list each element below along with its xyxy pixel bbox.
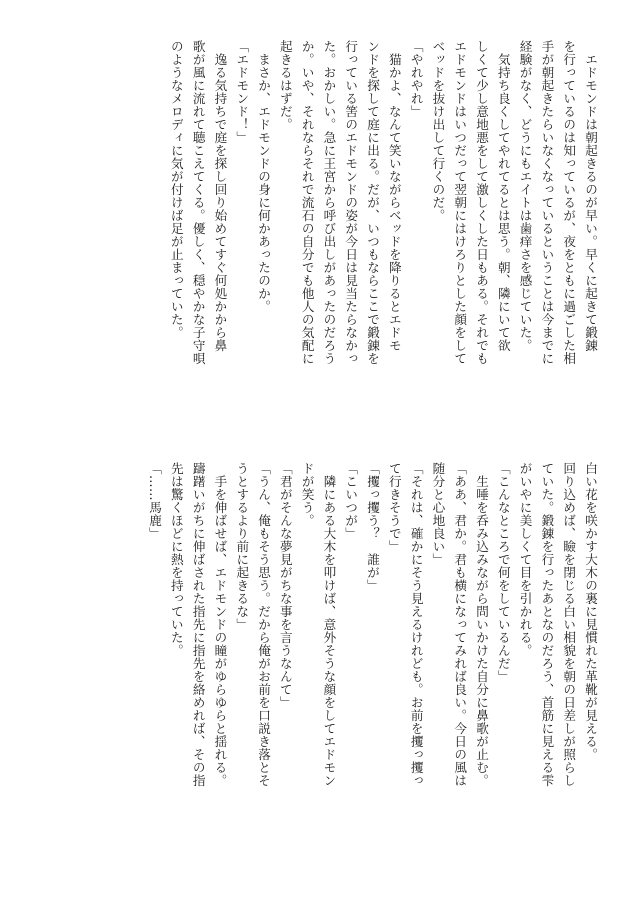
text-line: がいやに美しくて目を引かれる。	[517, 462, 533, 657]
text-line: 行っている筈のエドモンドの姿が今日は見当たらなかっ	[343, 40, 359, 365]
text-line: 気持ち良くしてやれてるとは思う。朝、隣にいて欲	[495, 40, 511, 352]
text-line: しくて少し意地悪をして激しくした日もある。それでも	[474, 40, 490, 365]
text-line: 「ああ、君か。君も横になってみれば良い。今日の風は	[452, 462, 468, 787]
text-line: 「こいつが」	[343, 462, 359, 540]
upper-text-block	[141, 40, 601, 400]
text-line: 逸る気持ちで庭を探し回り始めてすぐ何処かから鼻	[212, 40, 228, 352]
text-line: 「……馬鹿」	[147, 462, 163, 540]
text-line: 躊躇いがちに伸ばされた指先に指先を絡めれば、その指	[190, 462, 206, 787]
lower-text-block	[141, 462, 601, 872]
text-line: ドが笑う。	[299, 462, 315, 527]
text-line: 歌が風に流れて聴こえてくる。優しく、穏やかな子守唄	[190, 40, 206, 365]
text-line: エドモンドは朝起きるのが早い。早くに起きて鍛錬	[583, 40, 598, 352]
text-line: 回り込めば、瞼を閉じる白い相貌を朝の日差しが照らし	[561, 462, 577, 787]
text-line: 隣にある大木を叩けば、意外そうな顔をしてエドモン	[321, 462, 337, 787]
text-line: ンドを探して庭に出る。だが、いつもならここで鍛錬を	[365, 40, 381, 365]
text-line: 「エドモンド！」	[234, 40, 250, 144]
text-line: 起きるはずだ。	[277, 40, 293, 131]
text-line: た。おかしい。急に王宮から呼び出しがあったのだろう	[321, 40, 337, 365]
text-line: 先は驚くほどに熱を持っていた。	[168, 462, 184, 657]
text-line: 手が朝起きたらいなくなっているということは今までに	[539, 40, 555, 365]
text-line: 経験がなく、どうにもエイトは歯痒さを感じていた。	[517, 40, 533, 352]
text-line: のようなメロディに気が付けば足が止まっていた。	[168, 40, 184, 339]
text-line: て行きそうで」	[386, 462, 402, 553]
text-line: 「攫っ攫う？ 誰が」	[365, 462, 381, 592]
text-line: 「うん、俺もそう思う。だから俺がお前を口説き落とそ	[256, 462, 272, 787]
text-line: まさか、エドモンドの身に何かあったのか。	[256, 40, 272, 313]
text-line: か。いや、それならそれで流石の自分でも他人の気配に	[299, 40, 315, 365]
text-line: 白い花を咲かす大木の裏に見慣れた革靴が見える。	[583, 462, 598, 761]
text-line: 「それは、確かにそう見えるけれども。お前を攫っ攫っ	[408, 462, 424, 787]
text-line: 「こんなところで何をしているんだ」	[495, 462, 511, 683]
text-line: 手を伸ばせば、エドモンドの瞳がゆらゆらと揺れる。	[212, 462, 228, 787]
text-line: うとするより前に起きるな」	[234, 462, 250, 631]
text-line: 随分と心地良い」	[430, 462, 446, 566]
text-line: ベッドを抜け出して行くのだ。	[430, 40, 446, 222]
text-line: 「やれやれ」	[408, 40, 424, 118]
text-line: 生唾を呑み込みながら問いかけた自分に鼻歌が止む。	[474, 462, 490, 787]
text-line: を行っているのは知っているが、夜をともに過ごした相	[561, 40, 577, 365]
text-line: 猫かよ、なんて笑いながらベッドを降りるとエドモ	[386, 40, 402, 352]
text-line: ていた。鍛錬を行ったあとなのだろう、首筋に見える雫	[539, 462, 555, 787]
text-line: エドモンドはいつだって翌朝にはけろりとした顔をして	[452, 40, 468, 365]
text-line: 「君がそんな夢見がちな事を言うなんて」	[277, 462, 293, 709]
